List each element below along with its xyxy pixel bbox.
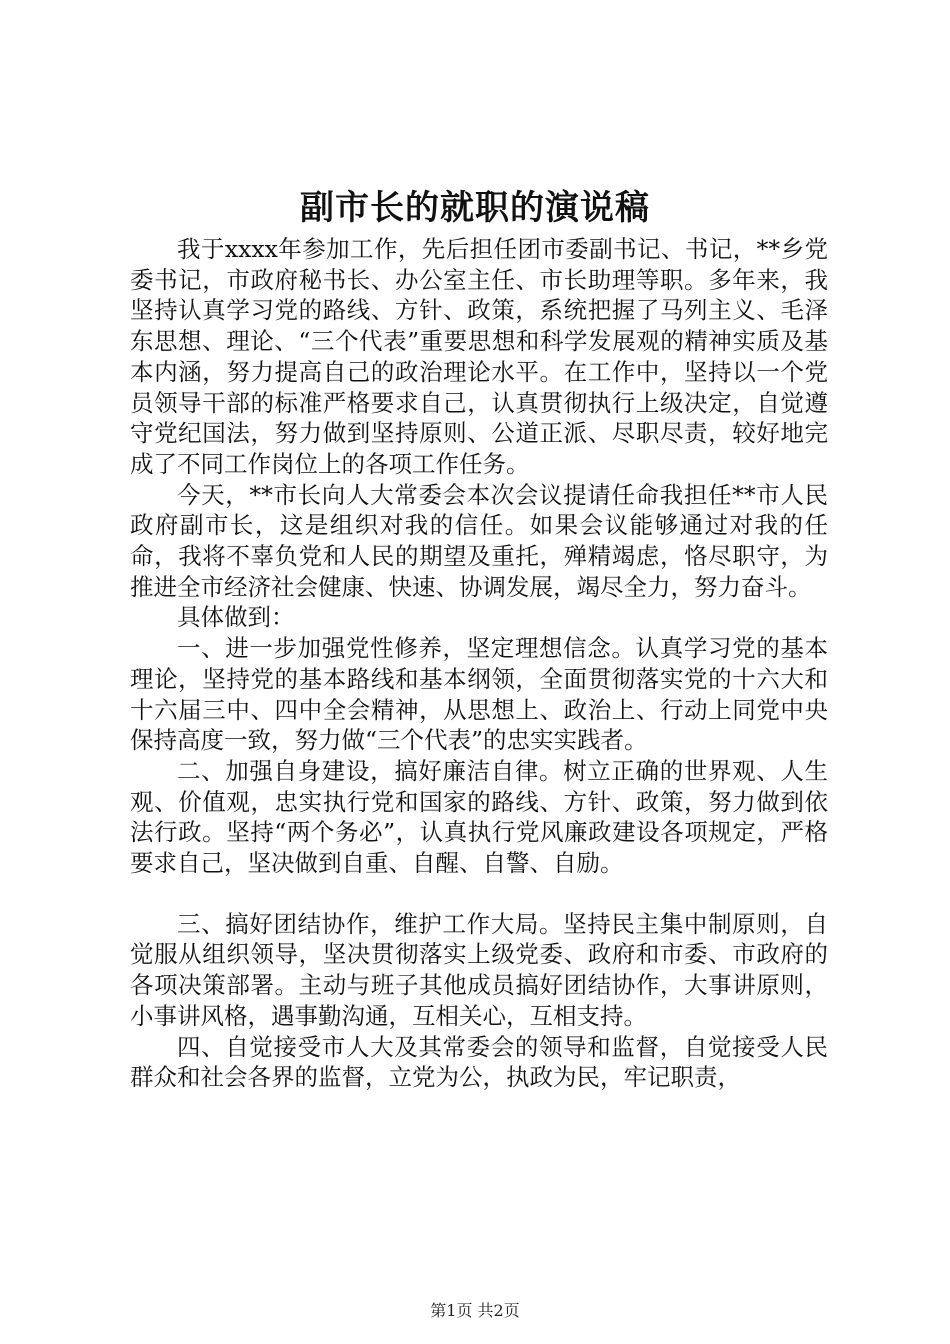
paragraph-appointment: 今天，**市长向人大常委会本次会议提请任命我担任**市人民政府副市长，这是组织对我的信任。如果会议能够通过对我的任命，我将不辜负党和人民的期望及重托，殚精竭虑，恪尽职守，为推进全市经济社会健康、快速、协调发展，竭尽全力，努力奋斗。	[130, 480, 828, 601]
document-title: 副市长的就职的演说稿	[300, 188, 650, 228]
page-number-footer: 第1页 共2页	[430, 1301, 520, 1320]
paragraph-point-one: 一、进一步加强党性修养，坚定理想信念。认真学习党的基本理论，坚持党的基本路线和基本纲领，全面贯彻落实党的十六大和十六届三中、四中全会精神，从思想上、政治上、行动上同党中央保持高度一致，努力做“三个代表”的忠实实践者。	[130, 634, 828, 755]
document-body	[130, 234, 828, 1093]
paragraph-point-three: 三、搞好团结协作，维护工作大局。坚持民主集中制原则，自觉服从组织领导，坚决贯彻落实上级党委、政府和市委、市政府的各项决策部署。主动与班子其他成员搞好团结协作，大事讲原则，小事讲风格，遇事勤沟通，互相关心，互相支持。	[130, 909, 828, 1030]
paragraph-point-four: 四、自觉接受市人大及其常委会的领导和监督，自觉接受人民群众和社会各界的监督，立党为公，执政为民，牢记职责，	[130, 1032, 828, 1092]
paragraph-specifics-heading: 具体做到：	[177, 603, 295, 632]
paragraph-intro: 我于xxxx年参加工作，先后担任团市委副书记、书记，**乡党委书记，市政府秘书长、办公室主任、市长助理等职。多年来，我坚持认真学习党的路线、方针、政策，系统把握了马列主义、毛泽东思想、理论、“三个代表”重要思想和科学发展观的精神实质及基本内涵，努力提高自己的政治理论水平。在工作中，坚持以一个党员领导干部的标准严格要求自己，认真贯彻执行上级决定，自觉遵守党纪国法，努力做到坚持原则、公道正派、尽职尽责，较好地完成了不同工作岗位上的各项工作任务。	[130, 235, 828, 478]
paragraph-point-two: 二、加强自身建设，搞好廉洁自律。树立正确的世界观、人生观、价值观，忠实执行党和国家的路线、方针、政策，努力做到依法行政。坚持“两个务必”，认真执行党风廉政建设各项规定，严格要求自己，坚决做到自重、自醒、自警、自励。	[130, 756, 828, 878]
